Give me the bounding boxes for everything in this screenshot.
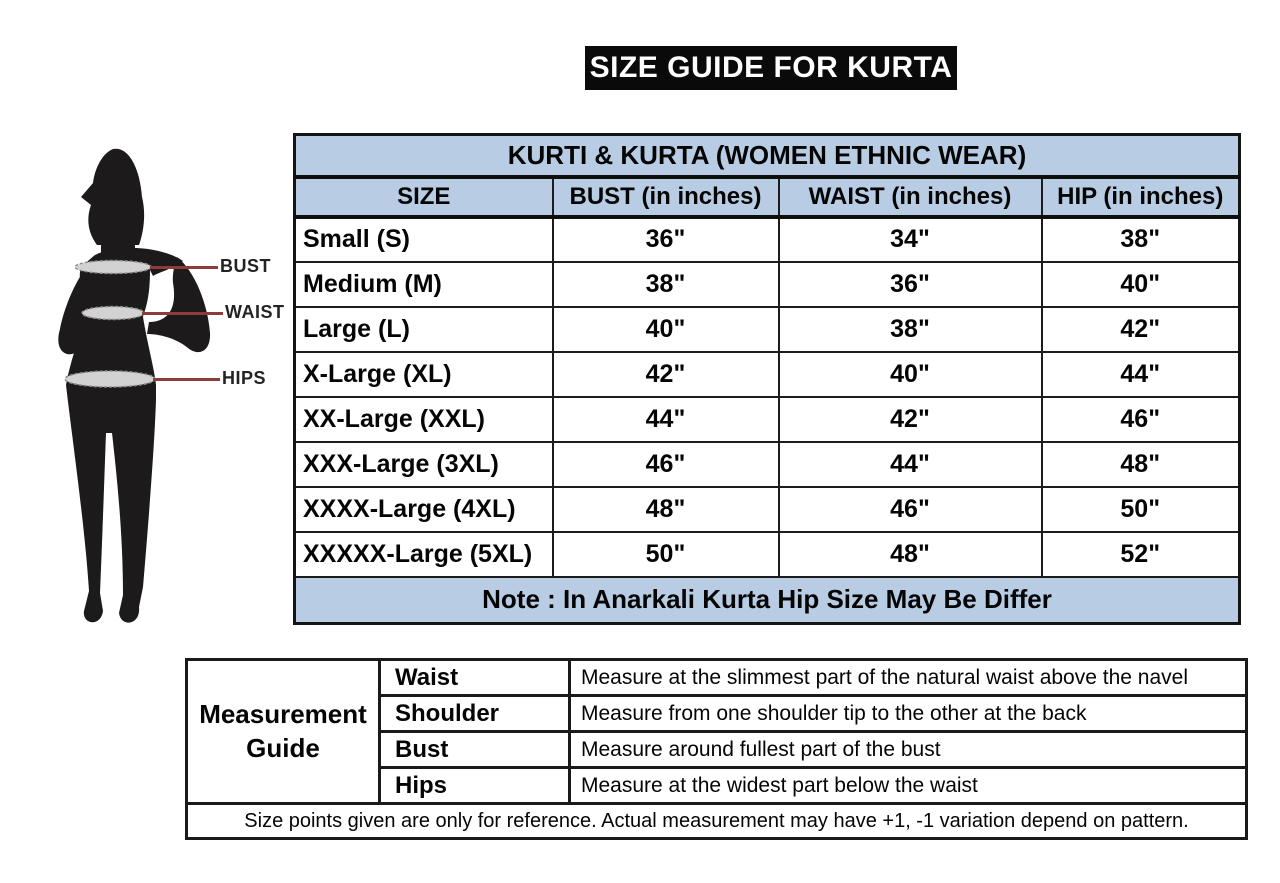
waist-cell: 46"	[779, 487, 1042, 532]
hips-tape-band	[65, 371, 155, 387]
hip-cell: 42"	[1042, 307, 1240, 352]
size-cell: XX-Large (XXL)	[295, 397, 553, 442]
waist-cell: 36"	[779, 262, 1042, 307]
size-chart-title-row	[295, 135, 1240, 177]
size-cell: X-Large (XL)	[295, 352, 553, 397]
guide-description: Measure around fullest part of the bust	[570, 732, 1247, 768]
guide-term: Hips	[380, 768, 570, 804]
column-header-hip: HIP (in inches)	[1042, 177, 1240, 217]
waist-cell: 48"	[779, 532, 1042, 577]
bust-cell: 42"	[553, 352, 779, 397]
size-cell: XXX-Large (3XL)	[295, 442, 553, 487]
waist-cell: 38"	[779, 307, 1042, 352]
waist-pointer-line	[142, 312, 223, 315]
size-row-xl	[295, 352, 1240, 397]
size-row-4xl	[295, 487, 1240, 532]
guide-description: Measure at the widest part below the waist	[570, 768, 1247, 804]
bust-cell: 44"	[553, 397, 779, 442]
bust-cell: 48"	[553, 487, 779, 532]
measurement-figure	[50, 135, 300, 640]
size-row-xxl	[295, 397, 1240, 442]
measurement-guide	[185, 658, 1245, 840]
bust-cell: 50"	[553, 532, 779, 577]
size-chart-title: KURTI & KURTA (WOMEN ETHNIC WEAR)	[295, 135, 1240, 177]
size-cell: XXXX-Large (4XL)	[295, 487, 553, 532]
guide-footnote-row	[187, 804, 1247, 839]
bust-cell: 36"	[553, 217, 779, 262]
guide-description: Measure from one shoulder tip to the other at the back	[570, 696, 1247, 732]
column-header-size: SIZE	[295, 177, 553, 217]
guide-footnote: Size points given are only for reference. Actual measurement may have +1, -1 variation depend on pattern.	[187, 804, 1247, 839]
silhouette-hair	[81, 149, 144, 245]
size-row-3xl	[295, 442, 1240, 487]
waist-cell: 44"	[779, 442, 1042, 487]
size-chart	[293, 133, 1238, 625]
hip-cell: 50"	[1042, 487, 1240, 532]
hips-pointer-line	[153, 378, 220, 381]
hip-cell: 40"	[1042, 262, 1240, 307]
page-title: SIZE GUIDE FOR KURTA	[585, 46, 957, 90]
hip-cell: 52"	[1042, 532, 1240, 577]
guide-term: Bust	[380, 732, 570, 768]
hip-cell: 44"	[1042, 352, 1240, 397]
waist-cell: 34"	[779, 217, 1042, 262]
size-chart-note: Note : In Anarkali Kurta Hip Size May Be Differ	[295, 577, 1240, 624]
guide-row-waist	[187, 660, 1247, 696]
size-row-small	[295, 217, 1240, 262]
bust-cell: 46"	[553, 442, 779, 487]
guide-term: Waist	[380, 660, 570, 696]
size-row-large	[295, 307, 1240, 352]
hip-cell: 38"	[1042, 217, 1240, 262]
hips-label: HIPS	[222, 368, 267, 388]
size-chart-header-row	[295, 177, 1240, 217]
guide-term: Shoulder	[380, 696, 570, 732]
waist-label: WAIST	[225, 302, 285, 322]
waist-cell: 42"	[779, 397, 1042, 442]
size-row-medium	[295, 262, 1240, 307]
size-cell: XXXXX-Large (5XL)	[295, 532, 553, 577]
size-row-5xl	[295, 532, 1240, 577]
size-chart-note-row	[295, 577, 1240, 624]
bust-cell: 38"	[553, 262, 779, 307]
column-header-waist: WAIST (in inches)	[779, 177, 1042, 217]
hip-cell: 48"	[1042, 442, 1240, 487]
bust-pointer-line	[150, 266, 218, 269]
bust-tape-band	[75, 261, 151, 274]
waist-tape-band	[82, 307, 144, 320]
size-cell: Large (L)	[295, 307, 553, 352]
bust-label: BUST	[220, 256, 271, 276]
size-cell: Medium (M)	[295, 262, 553, 307]
bust-cell: 40"	[553, 307, 779, 352]
measurement-guide-title: Measurement Guide	[187, 660, 380, 804]
hip-cell: 46"	[1042, 397, 1240, 442]
woman-silhouette-icon	[55, 135, 225, 640]
guide-description: Measure at the slimmest part of the natural waist above the navel	[570, 660, 1247, 696]
column-header-bust: BUST (in inches)	[553, 177, 779, 217]
size-cell: Small (S)	[295, 217, 553, 262]
waist-cell: 40"	[779, 352, 1042, 397]
